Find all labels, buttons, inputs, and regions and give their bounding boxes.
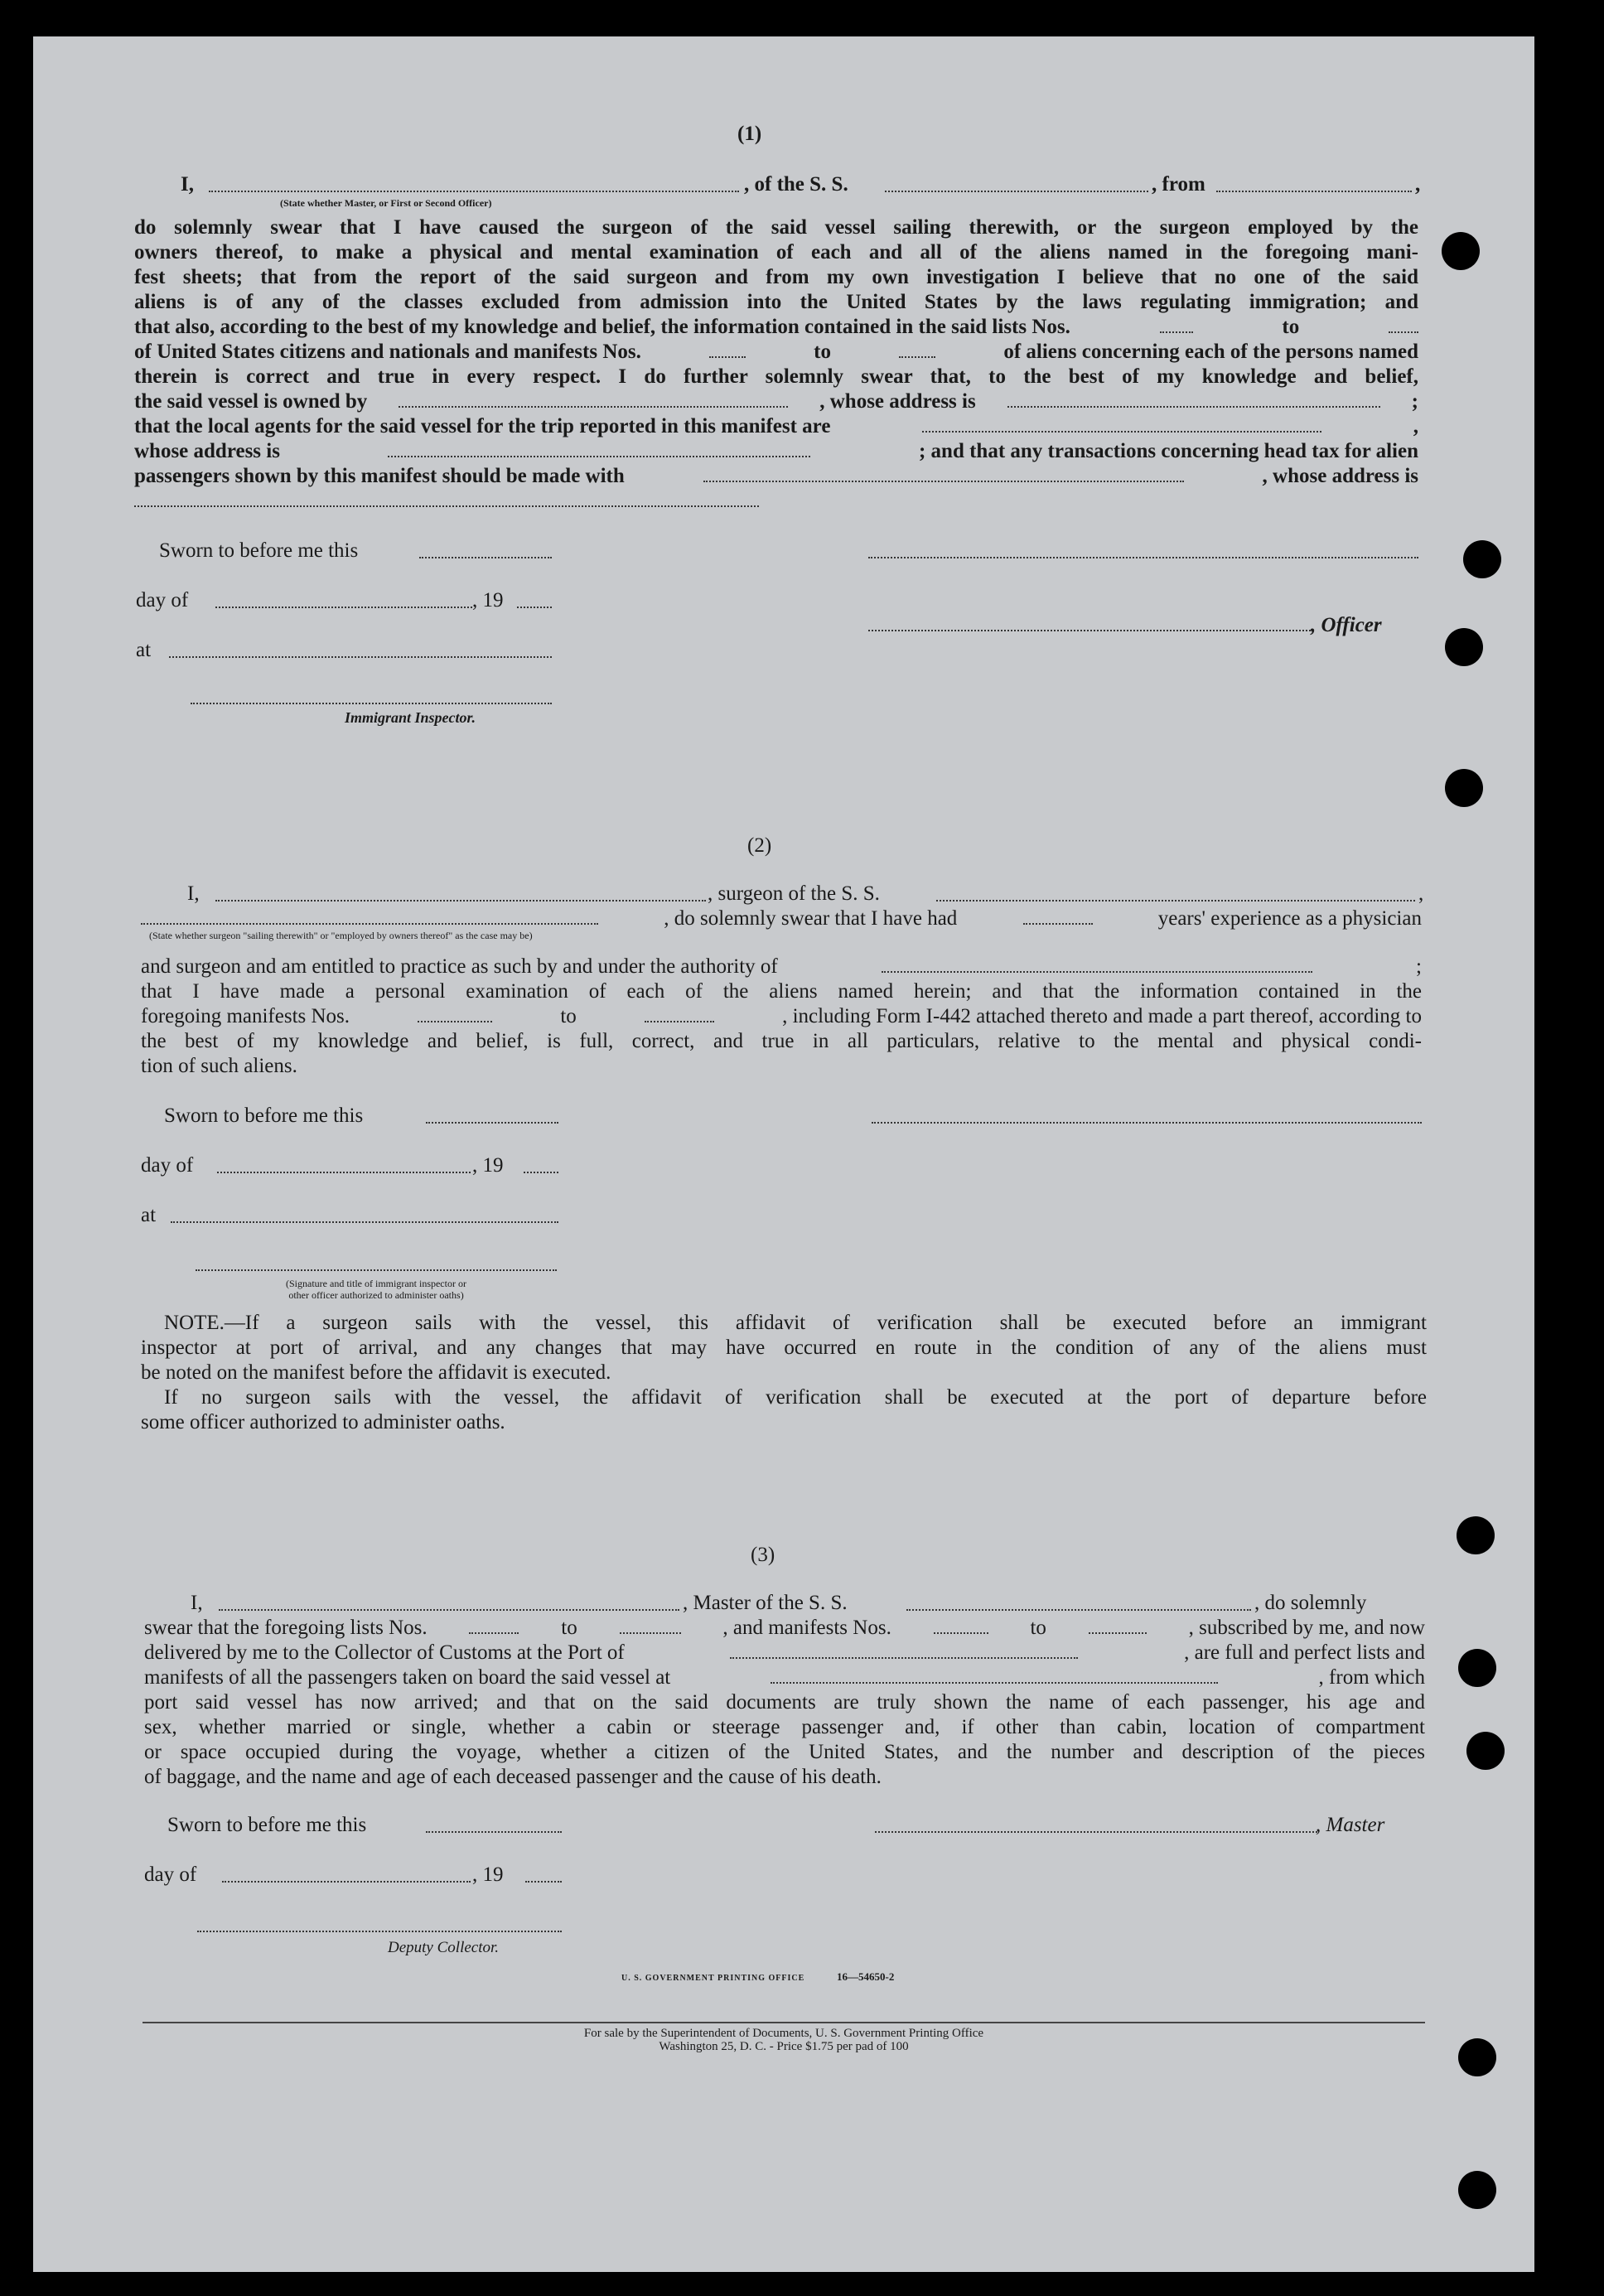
from-label: , from (1152, 173, 1205, 196)
surgeon-manifests-from-field[interactable] (418, 1006, 492, 1022)
section-1-line-owner: the said vessel is owned by , whose address is ; (134, 390, 1418, 413)
year-field-1[interactable] (517, 607, 552, 608)
sworn-date-field-3[interactable] (426, 1831, 562, 1833)
punch-hole (1442, 232, 1480, 270)
sale-notice: For sale by the Superintendent of Documents, U. S. Government Printing Office Washington 25, D. C. - Price $1.75 per pad of 100 (583, 2027, 984, 2053)
day-of-label-3: day of (144, 1863, 197, 1886)
surgeon-status-field[interactable] (141, 908, 598, 925)
officer-label: , Officer (1311, 614, 1382, 636)
footer-divider (143, 2022, 1425, 2023)
sworn-date-field-2[interactable] (426, 1122, 558, 1124)
day-of-label-2: day of (141, 1154, 194, 1177)
punch-hole (1445, 769, 1483, 807)
local-agents-field[interactable] (922, 416, 1321, 433)
lists-from-field[interactable] (1160, 317, 1193, 333)
section-1-line-lists: that also, according to the best of my knowledge and belief, the information contained in the said lists Nos. to (134, 315, 1418, 340)
at-label-2: at (141, 1204, 157, 1226)
headtax-address-field[interactable] (134, 505, 759, 507)
headtax-contact-field[interactable] (703, 466, 1184, 482)
month-field-2[interactable] (217, 1172, 471, 1173)
sworn-label-2: Sworn to before me this (164, 1104, 364, 1127)
section-3-line-2: swear that the foregoing lists Nos. to , and manifests Nos. to , subscribed by me, and now (144, 1617, 1425, 1639)
section-1-line-1: I, , of the S. S. , from , (181, 173, 1421, 196)
punch-hole (1466, 1732, 1505, 1770)
master-lists-from-field[interactable] (469, 1617, 519, 1634)
month-field-1[interactable] (215, 607, 472, 608)
section-3-line-4: manifests of all the passengers taken on board the said vessel at , from which (144, 1666, 1425, 1689)
master-manifests-from-field[interactable] (934, 1617, 988, 1634)
day-of-label-1: day of (136, 589, 189, 611)
punch-hole (1458, 1649, 1496, 1687)
immigrant-inspector-signature[interactable] (191, 703, 552, 704)
master-name-field[interactable] (219, 1594, 679, 1611)
master-manifests-to-field[interactable] (1089, 1617, 1147, 1634)
surgeon-vessel-field[interactable] (936, 885, 1415, 901)
year-field-2[interactable] (524, 1172, 558, 1173)
authority-field[interactable] (882, 956, 1312, 973)
section-1-line-manifests: of United States citizens and nationals and manifests Nos. to of aliens concerning each of the persons named (134, 341, 1418, 363)
deputy-collector-signature[interactable] (197, 1931, 562, 1932)
surgeon-name-field[interactable] (215, 885, 706, 901)
manifests-to-field[interactable] (899, 341, 935, 358)
gpo-imprint: U. S. GOVERNMENT PRINTING OFFICE (621, 1974, 805, 1983)
surgeon-status-note: (State whether surgeon "sailing therewith" or "employed by owners thereof" as the case may be) (149, 930, 533, 941)
master-lists-to-field[interactable] (620, 1617, 681, 1634)
place-field-1[interactable] (169, 656, 552, 658)
punch-hole (1463, 540, 1501, 578)
officer-title-field[interactable] (868, 630, 1311, 631)
surgeon-signature-field[interactable] (872, 1122, 1422, 1124)
pronoun-i: I, (181, 173, 194, 196)
at-label-1: at (136, 639, 152, 661)
year-field-3[interactable] (525, 1881, 562, 1883)
signature-title-note: (Signature and title of immigrant inspector or other officer authorized to administer oaths) (286, 1278, 466, 1301)
inspector-signature-field-2[interactable] (196, 1269, 557, 1271)
section-1-line-agents: that the local agents for the said vessel for the trip reported in this manifest are , (134, 415, 1418, 437)
section-1-body: do solemnly swear that I have caused the surgeon of the said vessel sailing therewith, or the surgeon employed by the owners thereof, to make a physical and mental examination of each and all of the aliens named in the foregoing mani- fest sheets; that from the report of the said surgeon and from my own investigation I believe that no one of the said aliens is of any of the classes excluded from admission into the United States by the laws regulating immigration; and (134, 216, 1418, 313)
place-field-2[interactable] (171, 1221, 558, 1223)
sworn-label-1: Sworn to before me this (159, 539, 359, 562)
deputy-collector-label: Deputy Collector. (388, 1939, 500, 1956)
section-3-body: port said vessel has now arrived; and that on the said documents are truly shown the name of each passenger, his age and sex, whether married or single, whether a cabin or steerage passenger and, if other than cabin, location of compartment or space occupied during the voyage, whether a citizen of the United States, and the number and description of the pieces of baggage, and the name and age of each deceased passenger and the cause of his death. (144, 1691, 1425, 1788)
note-paragraph: NOTE.—If a surgeon sails with the vessel, this affidavit of verification shall be executed before an immigrant inspector at port of arrival, and any changes that may have occurred en route in the condition of any of the aliens must be noted on the manifest before the affidavit is executed. If no surgeon sails with the vessel, the affidavit of verification shall be executed at the port of departure before some officer authorized to administer oaths. (141, 1312, 1427, 1433)
section-1-line-headtax: passengers shown by this manifest should be made with , whose address is (134, 465, 1418, 487)
officer-role-note: (State whether Master, or First or Second Officer) (280, 197, 492, 209)
agents-address-field[interactable] (388, 441, 810, 457)
document-page: (1) I, , of the S. S. , from , (State whether Master, or First or Second Officer) do solemnly swear that I have caused the surgeon of the said vessel sailing therewith, or the surgeon employed by the owners thereof, to make a physical and mental examination of each and all of the aliens named in the foregoing mani- fest sheets; that from the report of the said surgeon and from my own investigation I believe that no one of the said aliens is of any of the classes excluded from admission into the United States by the laws regulating immigration; and that also, according to the best of my knowledge and belief, the information contained in the said lists Nos. to of United States citizens and nationals and manifests Nos. to of aliens concerning each of the persons named therein is correct and true in every respect. I do further solemnly swear that, to the best of my knowledge and belief, the said vessel is owned by , whose address is ; that the local agents for the said vessel for the trip reported in this manifest are , whose address is ; and that any transactions concerning head tax for alien passengers shown by this manifest should be made with , whose address is Sworn to before me this day of , 19 at , Officer Immigrant Inspector. (2) I, , surgeon of the S. S. , , do solemnly swear that I have had years' experience as a physician (State whether surgeon "sailing therewith" or "employed by owners thereof" as the case may be) and surgeon and am entitled to practice as such by and under the authority of ; that I have made a personal examination of each of the aliens named herein; and that the information contained in the foregoing manifests Nos. to , including Form I-442 attached thereto and made a part thereof, according to the best of my knowledge and belief, is full, correct, and true in all particulars, relative to the mental and physical condi- tion of such aliens. Sworn to before me this day of , 19 at (Signature and title of immigrant inspector or other officer authorized to administer oaths) NOTE.—If a surgeon sails with the vessel, this affidavit of verification shall be executed before an immigrant inspector at port of arrival, and any changes that may have occurred en route in the condition of any of the aliens must be noted on the manifest before the affidavit is executed. If no surgeon sails with the vessel, the affidavit of verification shall be executed at the port of departure before some officer authorized to administer oaths. (3) I, , Master of the S. S. , do solemnly swear that the foregoing lists Nos. to , and manifests Nos. to , subscribed by me, and now delivered by me to the Collector of Customs at the Port of , are full and perfect lists and manifests of all the passengers taken on board the said vessel at , from which port said vessel has now arrived; and that on the said documents are truly shown the name of each passenger, his age and sex, whether married or single, whether a cabin or steerage passenger and, if other than cabin, location of compartment or space occupied during the voyage, whether a citizen of the United States, and the number and description of the pieces of baggage, and the name and age of each deceased passenger and the cause of his death. Sworn to before me this , Master day of , 19 Deputy Collector. U. S. GOVERNMENT PRINTING OFFICE 16—54650-2 For sale by the Superintendent of Documents, U. S. Government Printing Office Washington 25, D. C. - Price $1.75 per pad of 100 (33, 36, 1534, 2272)
surgeon-manifests-to-field[interactable] (645, 1006, 714, 1022)
month-field-3[interactable] (222, 1881, 471, 1883)
punch-hole (1445, 628, 1483, 666)
owner-field[interactable] (399, 391, 788, 408)
vessel-name-field[interactable] (885, 176, 1148, 192)
of-the-ss-label: , of the S. S. (744, 173, 848, 196)
section-3-line-1: I, , Master of the S. S. , do solemnly (191, 1592, 1367, 1614)
punch-hole (1458, 2171, 1496, 2209)
section-1-heading: (1) (737, 123, 762, 145)
section-2-line-1: I, , surgeon of the S. S. , (187, 882, 1424, 905)
section-3-heading: (3) (751, 1544, 775, 1566)
section-2-line-3: and surgeon and am entitled to practice as such by and under the authority of ; (141, 955, 1422, 978)
from-port-field[interactable] (1216, 176, 1412, 192)
years-experience-field[interactable] (1023, 908, 1093, 925)
section-2-line-2: , do solemnly swear that I have had years' experience as a physician (141, 906, 1422, 931)
section-1-line-agents-address: whose address is ; and that any transactions concerning head tax for alien (134, 440, 1418, 462)
lists-to-field[interactable] (1389, 317, 1418, 333)
sworn-date-field-1[interactable] (419, 557, 552, 558)
owner-address-field[interactable] (1007, 391, 1380, 408)
punch-hole (1457, 1516, 1495, 1554)
master-label: , Master (1316, 1814, 1385, 1836)
master-signature-field[interactable] (875, 1831, 1317, 1833)
manifests-from-field[interactable] (709, 341, 746, 358)
form-code: 16—54650-2 (837, 1970, 895, 1983)
punch-hole (1458, 2038, 1496, 2076)
section-2-line-5: foregoing manifests Nos. to , including Form I-442 attached thereto and made a part thereof, according to (141, 1005, 1422, 1027)
officer-name-field[interactable] (209, 176, 739, 192)
master-vessel-field[interactable] (906, 1594, 1251, 1611)
customs-port-field[interactable] (730, 1642, 1078, 1659)
section-2-heading: (2) (747, 834, 772, 857)
boarding-port-field[interactable] (771, 1667, 1218, 1684)
officer-signature-field[interactable] (868, 557, 1418, 558)
immigrant-inspector-label: Immigrant Inspector. (345, 709, 476, 726)
section-3-line-3: delivered by me to the Collector of Customs at the Port of , are full and perfect lists and (144, 1641, 1425, 1664)
sworn-label-3: Sworn to before me this (167, 1814, 367, 1836)
